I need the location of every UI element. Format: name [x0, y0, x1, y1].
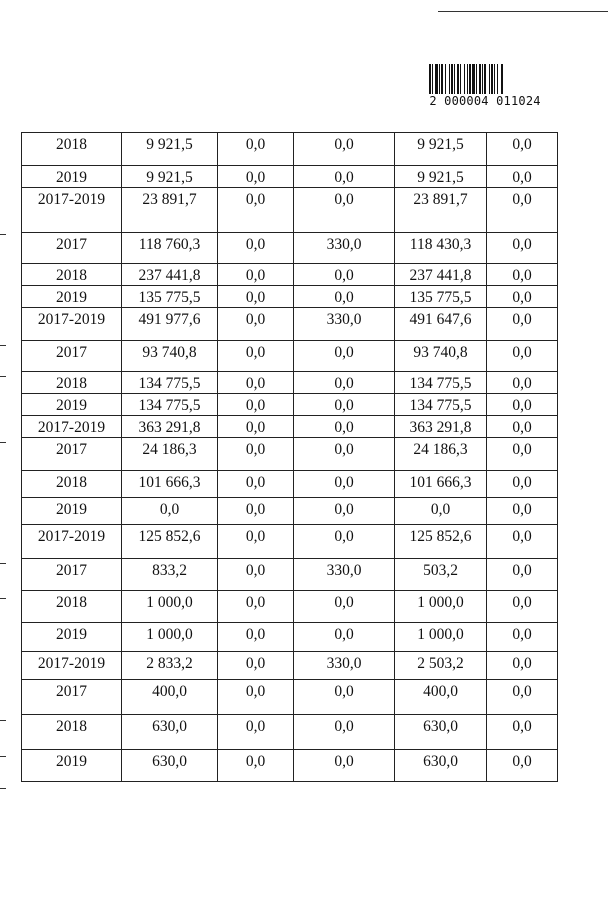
barcode-bar	[489, 64, 490, 96]
table-row	[22, 264, 558, 286]
table-cell-col-d: 0,0	[487, 233, 558, 264]
table-cell-total: 134 775,5	[122, 394, 218, 416]
table-cell-year: 2017	[22, 341, 122, 372]
table-cell-col-b: 0,0	[294, 623, 395, 652]
table-row	[22, 652, 558, 680]
table-cell-col-d: 0,0	[487, 264, 558, 286]
table-cell-total: 101 666,3	[122, 471, 218, 498]
table-cell-col-c: 0,0	[395, 498, 487, 525]
barcode-bar	[472, 64, 475, 96]
table-row	[22, 372, 558, 394]
barcode-bar	[460, 64, 461, 96]
barcode-bar	[449, 64, 450, 96]
table-cell-year: 2019	[22, 394, 122, 416]
table-cell-col-a: 0,0	[218, 715, 294, 750]
table-cell-total: 118 760,3	[122, 233, 218, 264]
table-cell-col-b: 0,0	[294, 750, 395, 782]
table-cell-total: 134 775,5	[122, 372, 218, 394]
table-body	[22, 133, 558, 782]
table-cell-col-d: 0,0	[487, 591, 558, 623]
table-cell-year: 2018	[22, 591, 122, 623]
table-cell-col-d: 0,0	[487, 308, 558, 341]
table-cell-col-b: 330,0	[294, 233, 395, 264]
margin-tick	[0, 720, 6, 721]
table-row	[22, 286, 558, 308]
table-cell-col-a: 0,0	[218, 188, 294, 233]
table-cell-year: 2018	[22, 372, 122, 394]
table-cell-col-a: 0,0	[218, 591, 294, 623]
table-row	[22, 166, 558, 188]
table-cell-year: 2018	[22, 264, 122, 286]
table-cell-col-c: 503,2	[395, 559, 487, 591]
table-cell-col-b: 0,0	[294, 166, 395, 188]
table-row	[22, 715, 558, 750]
table-row	[22, 233, 558, 264]
table-row	[22, 750, 558, 782]
barcode-bar	[432, 64, 433, 96]
table-row	[22, 525, 558, 559]
table-row	[22, 133, 558, 166]
table-cell-year: 2019	[22, 750, 122, 782]
margin-tick	[0, 234, 6, 235]
top-rule	[438, 11, 608, 12]
table-cell-total: 833,2	[122, 559, 218, 591]
table-cell-col-c: 134 775,5	[395, 394, 487, 416]
table-cell-year: 2017	[22, 559, 122, 591]
barcode-bar	[429, 64, 431, 96]
table-cell-year: 2017-2019	[22, 525, 122, 559]
table-cell-col-c: 1 000,0	[395, 623, 487, 652]
barcode-bar	[454, 64, 455, 96]
table-cell-col-d: 0,0	[487, 498, 558, 525]
table-cell-col-d: 0,0	[487, 559, 558, 591]
table-cell-col-b: 0,0	[294, 188, 395, 233]
table-cell-col-a: 0,0	[218, 394, 294, 416]
table-cell-col-a: 0,0	[218, 652, 294, 680]
table-cell-year: 2019	[22, 286, 122, 308]
table-cell-total: 23 891,7	[122, 188, 218, 233]
barcode-bar	[494, 64, 495, 96]
table-cell-col-d: 0,0	[487, 188, 558, 233]
table-cell-col-a: 0,0	[218, 750, 294, 782]
table-cell-col-a: 0,0	[218, 133, 294, 166]
barcode-bar	[451, 64, 453, 96]
table-cell-col-b: 330,0	[294, 559, 395, 591]
table-cell-col-b: 0,0	[294, 416, 395, 438]
table-cell-col-d: 0,0	[487, 680, 558, 715]
table-cell-col-c: 630,0	[395, 715, 487, 750]
table-cell-col-d: 0,0	[487, 525, 558, 559]
table-row	[22, 591, 558, 623]
barcode-bar	[476, 64, 477, 96]
table-cell-col-d: 0,0	[487, 750, 558, 782]
table-cell-col-b: 0,0	[294, 264, 395, 286]
barcode-bar	[482, 64, 483, 96]
table-cell-total: 9 921,5	[122, 166, 218, 188]
table-cell-col-c: 363 291,8	[395, 416, 487, 438]
barcode-bar	[501, 64, 503, 96]
table-cell-col-b: 0,0	[294, 471, 395, 498]
table-cell-col-c: 101 666,3	[395, 471, 487, 498]
table-row	[22, 416, 558, 438]
table-cell-year: 2017-2019	[22, 652, 122, 680]
table-cell-col-c: 9 921,5	[395, 166, 487, 188]
table-cell-year: 2018	[22, 471, 122, 498]
margin-tick	[0, 442, 6, 443]
margin-tick	[0, 756, 6, 757]
barcode-bar	[484, 64, 486, 96]
table-cell-col-a: 0,0	[218, 286, 294, 308]
table-cell-col-b: 0,0	[294, 372, 395, 394]
table-cell-col-a: 0,0	[218, 264, 294, 286]
table-cell-year: 2019	[22, 166, 122, 188]
table-cell-col-a: 0,0	[218, 372, 294, 394]
table-row	[22, 341, 558, 372]
table-cell-total: 363 291,8	[122, 416, 218, 438]
table-row	[22, 188, 558, 233]
table-cell-col-a: 0,0	[218, 680, 294, 715]
table-cell-col-a: 0,0	[218, 416, 294, 438]
barcode-bar	[457, 64, 459, 96]
table-cell-col-a: 0,0	[218, 341, 294, 372]
budget-table	[21, 132, 558, 782]
table-cell-total: 630,0	[122, 715, 218, 750]
table-cell-col-a: 0,0	[218, 438, 294, 471]
barcode-bar	[479, 64, 481, 96]
barcode-bar	[469, 64, 471, 96]
table-cell-col-d: 0,0	[487, 394, 558, 416]
table-cell-col-a: 0,0	[218, 308, 294, 341]
table-row	[22, 680, 558, 715]
table-cell-col-d: 0,0	[487, 438, 558, 471]
table-cell-total: 135 775,5	[122, 286, 218, 308]
table-cell-year: 2017	[22, 680, 122, 715]
table-cell-col-b: 0,0	[294, 394, 395, 416]
table-cell-year: 2017-2019	[22, 308, 122, 341]
table-cell-total: 630,0	[122, 750, 218, 782]
table-cell-col-c: 2 503,2	[395, 652, 487, 680]
table-cell-col-d: 0,0	[487, 652, 558, 680]
table-cell-col-d: 0,0	[487, 341, 558, 372]
table-cell-col-b: 0,0	[294, 133, 395, 166]
table-cell-col-a: 0,0	[218, 233, 294, 264]
table-cell-col-b: 0,0	[294, 591, 395, 623]
table-cell-col-c: 491 647,6	[395, 308, 487, 341]
table-cell-col-c: 23 891,7	[395, 188, 487, 233]
barcode-bars	[428, 64, 542, 96]
table-cell-col-d: 0,0	[487, 471, 558, 498]
table-cell-col-b: 330,0	[294, 308, 395, 341]
table-cell-col-b: 0,0	[294, 715, 395, 750]
table-row	[22, 498, 558, 525]
table-cell-col-c: 400,0	[395, 680, 487, 715]
barcode	[428, 64, 542, 110]
table-row	[22, 394, 558, 416]
table-cell-col-c: 135 775,5	[395, 286, 487, 308]
table-cell-col-a: 0,0	[218, 498, 294, 525]
table-cell-total: 0,0	[122, 498, 218, 525]
table-cell-col-a: 0,0	[218, 559, 294, 591]
table-cell-col-b: 0,0	[294, 498, 395, 525]
table-cell-col-d: 0,0	[487, 623, 558, 652]
barcode-bar	[467, 64, 468, 96]
table-cell-year: 2018	[22, 715, 122, 750]
table-cell-year: 2019	[22, 498, 122, 525]
table-cell-col-d: 0,0	[487, 416, 558, 438]
barcode-bar	[445, 64, 446, 96]
table-cell-col-d: 0,0	[487, 372, 558, 394]
margin-tick	[0, 598, 6, 599]
barcode-bar	[491, 64, 493, 96]
table-cell-year: 2017-2019	[22, 416, 122, 438]
table-cell-year: 2019	[22, 623, 122, 652]
table-cell-col-d: 0,0	[487, 166, 558, 188]
table-cell-col-c: 630,0	[395, 750, 487, 782]
table-cell-total: 24 186,3	[122, 438, 218, 471]
table-cell-total: 1 000,0	[122, 623, 218, 652]
table-cell-col-c: 93 740,8	[395, 341, 487, 372]
table-cell-col-a: 0,0	[218, 525, 294, 559]
table-cell-total: 125 852,6	[122, 525, 218, 559]
barcode-bar	[441, 64, 443, 96]
table-cell-col-c: 24 186,3	[395, 438, 487, 471]
table-cell-col-a: 0,0	[218, 166, 294, 188]
margin-tick	[0, 345, 6, 346]
table-cell-col-b: 330,0	[294, 652, 395, 680]
table-cell-col-c: 1 000,0	[395, 591, 487, 623]
table-cell-year: 2017	[22, 233, 122, 264]
table-cell-total: 237 441,8	[122, 264, 218, 286]
table-cell-total: 1 000,0	[122, 591, 218, 623]
table-cell-col-c: 134 775,5	[395, 372, 487, 394]
table-cell-col-c: 118 430,3	[395, 233, 487, 264]
table-cell-col-d: 0,0	[487, 286, 558, 308]
table-cell-col-c: 9 921,5	[395, 133, 487, 166]
table-row	[22, 308, 558, 341]
table-cell-col-b: 0,0	[294, 341, 395, 372]
margin-tick	[0, 788, 6, 789]
table-cell-total: 491 977,6	[122, 308, 218, 341]
table-cell-col-b: 0,0	[294, 438, 395, 471]
barcode-bar	[497, 64, 498, 96]
table-cell-col-c: 237 441,8	[395, 264, 487, 286]
barcode-bar	[435, 64, 438, 96]
table-cell-total: 2 833,2	[122, 652, 218, 680]
table-cell-col-c: 125 852,6	[395, 525, 487, 559]
table-cell-col-d: 0,0	[487, 133, 558, 166]
table-cell-total: 93 740,8	[122, 341, 218, 372]
table-row	[22, 471, 558, 498]
margin-tick	[0, 563, 6, 564]
table-cell-col-b: 0,0	[294, 286, 395, 308]
table-cell-year: 2017	[22, 438, 122, 471]
table-cell-col-d: 0,0	[487, 715, 558, 750]
table-row	[22, 438, 558, 471]
table-row	[22, 623, 558, 652]
table-cell-col-b: 0,0	[294, 525, 395, 559]
table-cell-total: 400,0	[122, 680, 218, 715]
margin-tick	[0, 376, 6, 377]
table-cell-year: 2017-2019	[22, 188, 122, 233]
table-cell-total: 9 921,5	[122, 133, 218, 166]
barcode-bar	[464, 64, 465, 96]
table-cell-year: 2018	[22, 133, 122, 166]
barcode-bar	[439, 64, 440, 96]
table-cell-col-a: 0,0	[218, 471, 294, 498]
table-cell-col-a: 0,0	[218, 623, 294, 652]
table-cell-col-b: 0,0	[294, 680, 395, 715]
barcode-number: 2 000004 011024	[429, 94, 541, 108]
table-row	[22, 559, 558, 591]
